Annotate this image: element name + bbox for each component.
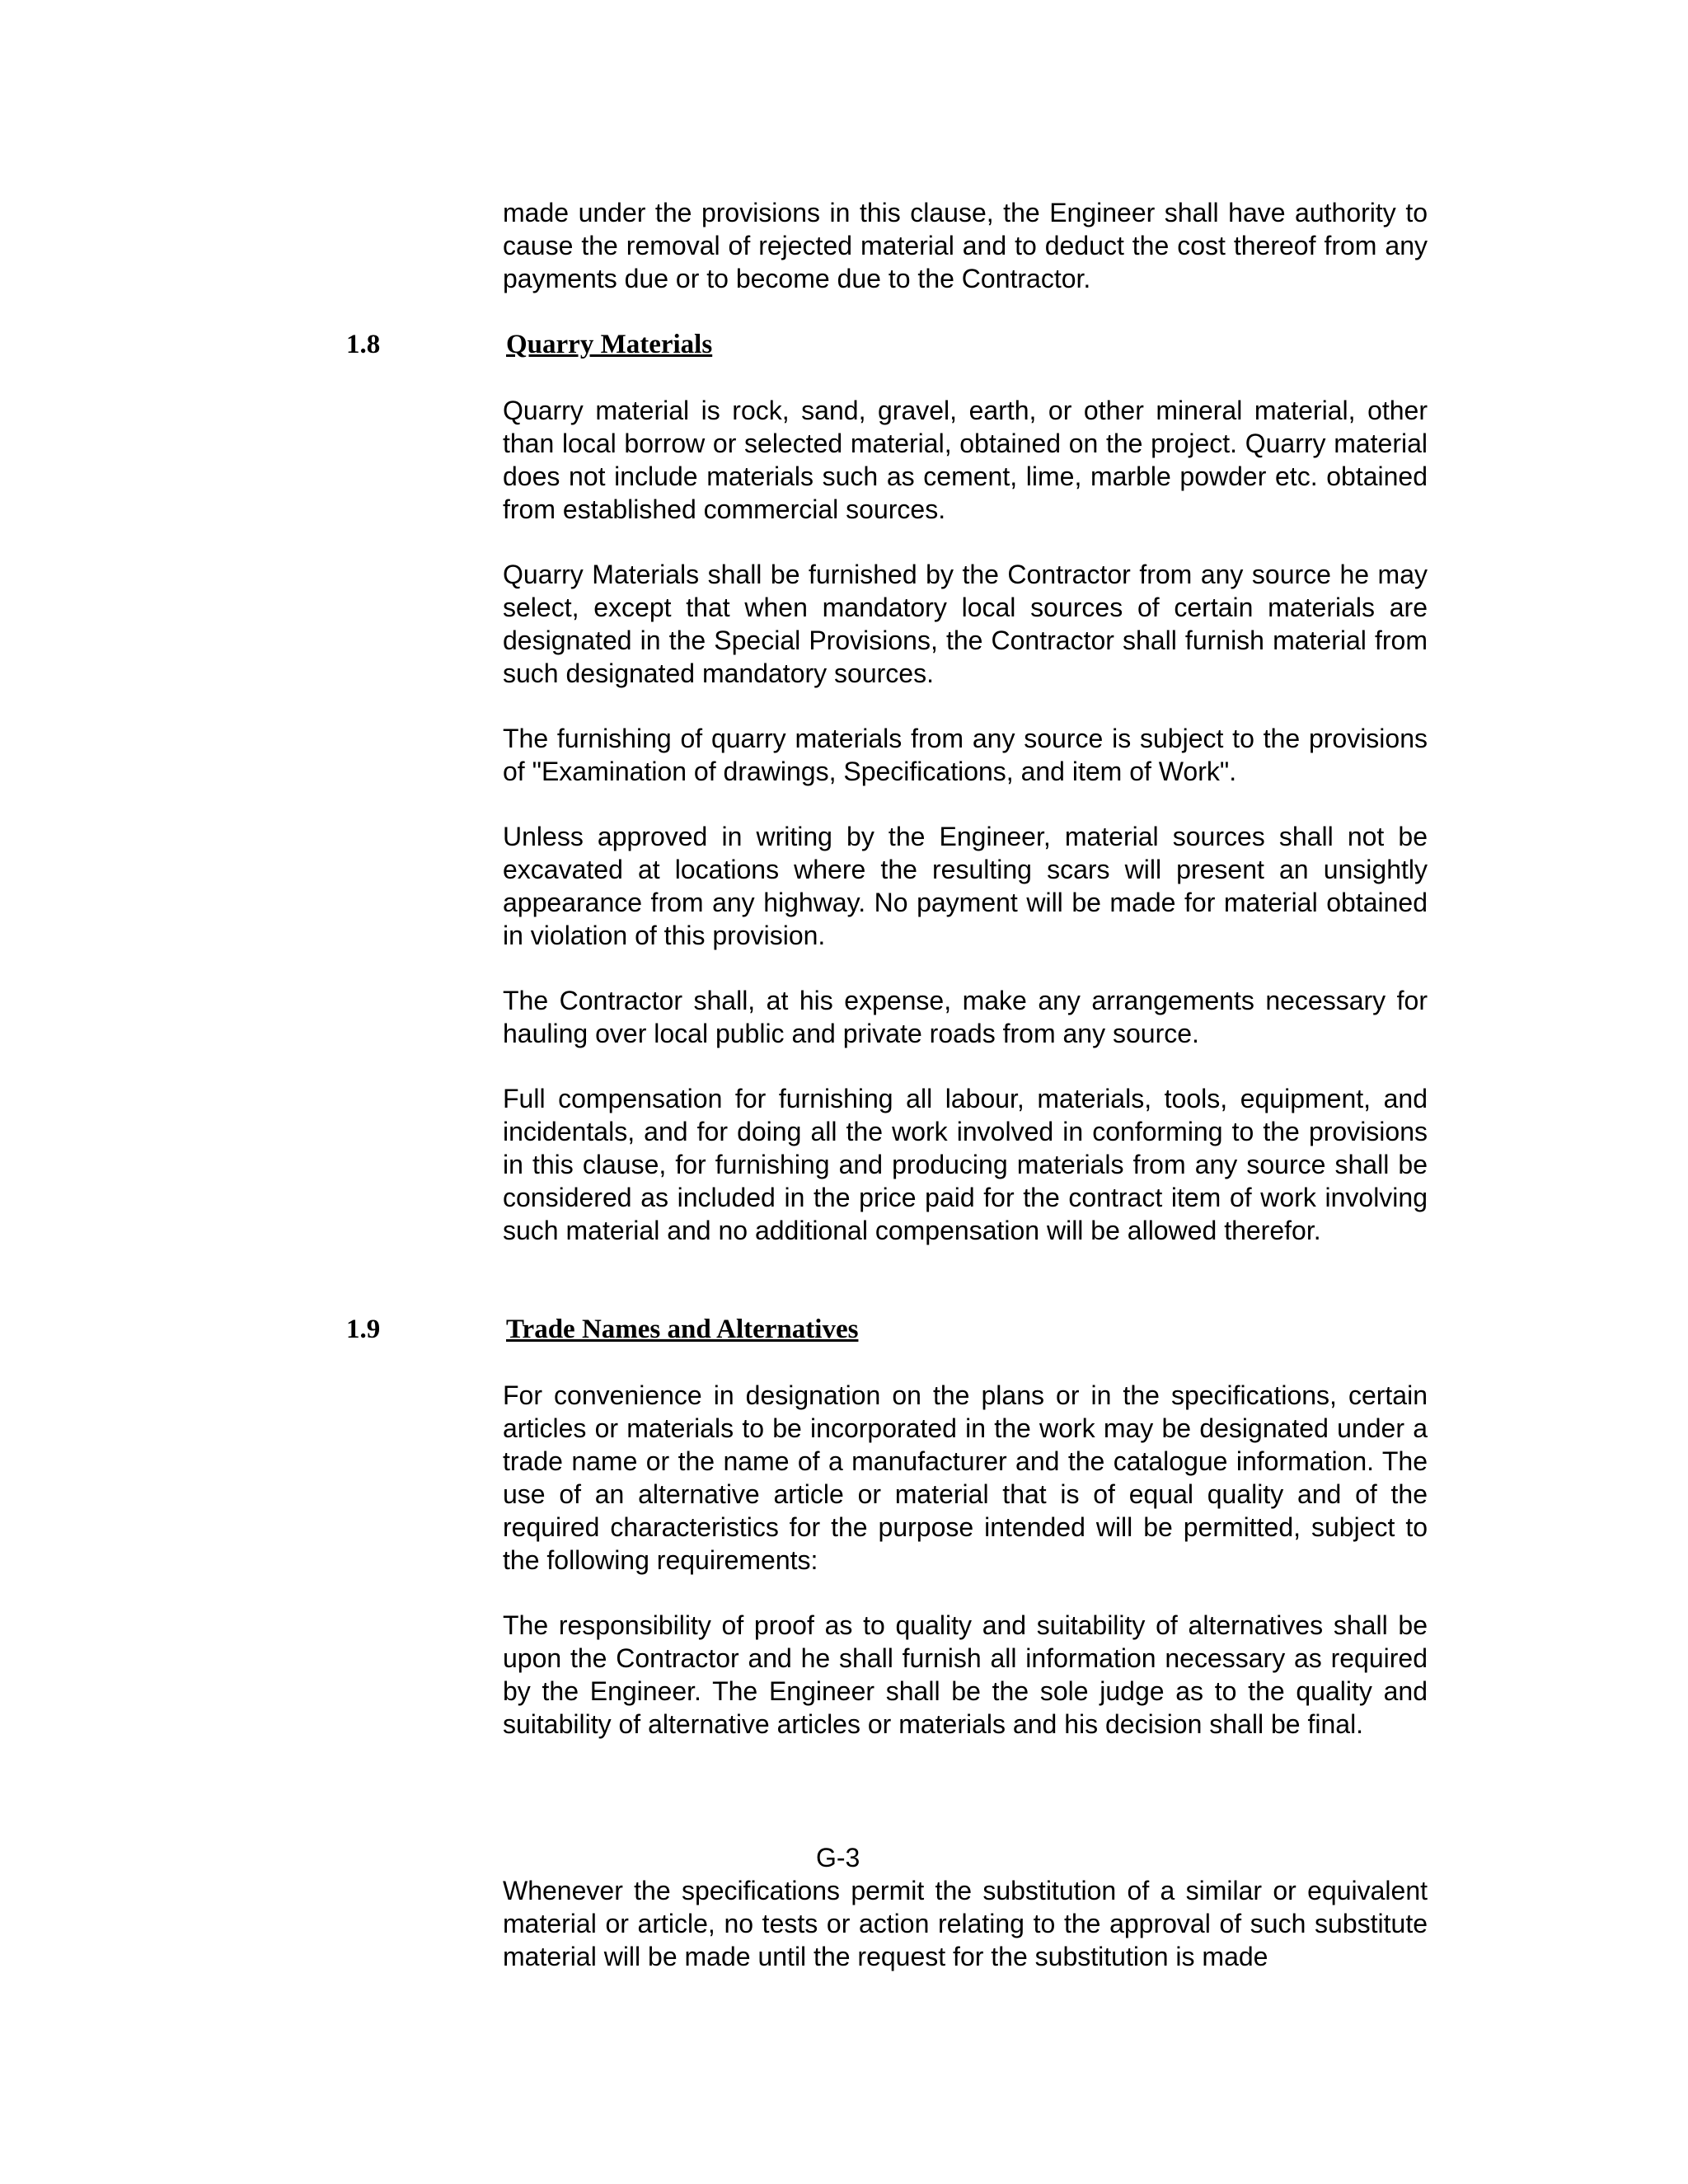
- paragraph-1-8-4: Unless approved in writing by the Engineer, material sources shall not be excavated at locations where the resulting scars will present an unsightly appearance from any highway. No payment will be made for material obtained in violation of this provision.: [503, 822, 1428, 950]
- page-number: G-3: [816, 1843, 860, 1872]
- paragraph-1-8-1: Quarry material is rock, sand, gravel, earth, or other mineral material, other than local borrow or selected material, obtained on the project. Quarry material does not include materials such as cement, lime, marble powder etc. obtained from established commercial sources.: [503, 396, 1428, 524]
- continuation-paragraph: Whenever the specifications permit the substitution of a similar or equivalent material or article, no tests or action relating to the approval of such substitute material will be made until the request for the substitution is made: [503, 1876, 1428, 1971]
- paragraph-1-9-1: For convenience in designation on the plans or in the specifications, certain articles or materials to be incorporated in the work may be designated under a trade name or the name of a manufacturer and the catalogue information. The use of an alternative article or material that is of equal quality and of the required characteristics for the purpose intended will be permitted, subject to the following requirements:: [503, 1380, 1428, 1575]
- section-title-trade-names: Trade Names and Alternatives: [506, 1315, 859, 1344]
- section-number-1-9: 1.9: [346, 1315, 381, 1344]
- paragraph-1-8-5: The Contractor shall, at his expense, make any arrangements necessary for hauling over local public and private roads from any source.: [503, 986, 1428, 1048]
- section-title-quarry-materials: Quarry Materials: [506, 330, 713, 359]
- intro-paragraph: made under the provisions in this clause, the Engineer shall have authority to cause the removal of rejected material and to deduct the cost thereof from any payments due or to become due to the Contractor.: [503, 198, 1428, 293]
- section-number-1-8: 1.8: [346, 330, 381, 359]
- paragraph-1-8-6: Full compensation for furnishing all labour, materials, tools, equipment, and incidentals, and for doing all the work involved in conforming to the provisions in this clause, for furnishing and producing materials from any source shall be considered as included in the price paid for the contract item of work involving such material and no additional compensation will be allowed therefor.: [503, 1084, 1428, 1245]
- paragraph-1-8-2: Quarry Materials shall be furnished by the Contractor from any source he may select, except that when mandatory local sources of certain materials are designated in the Special Provisions, the Contractor shall furnish material from such designated mandatory sources.: [503, 560, 1428, 688]
- paragraph-1-8-3: The furnishing of quarry materials from any source is subject to the provisions of "Examination of drawings, Specifications, and item of Work".: [503, 724, 1428, 786]
- paragraph-1-9-2: The responsibility of proof as to quality and suitability of alternatives shall be upon the Contractor and he shall furnish all information necessary as required by the Engineer. The Engineer shall be the sole judge as to the quality and suitability of alternative articles or materials and his decision shall be final.: [503, 1610, 1428, 1739]
